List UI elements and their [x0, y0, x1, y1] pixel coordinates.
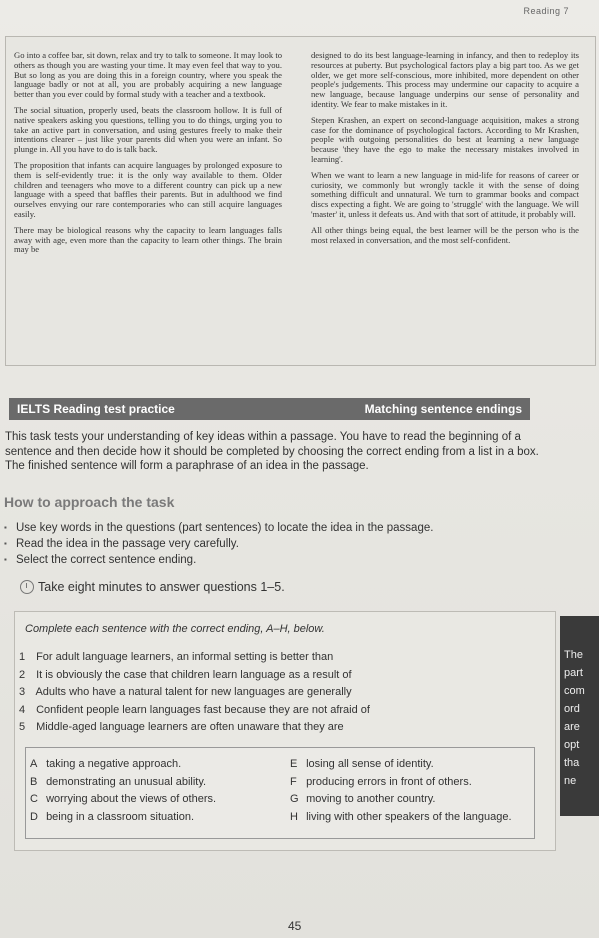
- question-number: 4: [19, 703, 26, 716]
- question-text: It is obviously the case that children learn language as a result of: [36, 668, 352, 681]
- ending-option: [290, 811, 540, 829]
- passage-paragraph: There may be biological reasons why the capacity to learn languages falls away with age, even more than the capacity to learn other things. The brain may be: [14, 224, 282, 255]
- question-number: 1: [19, 651, 26, 663]
- task-intro: This task tests your understanding of key ideas within a passage. You have to read the beginning of a sentence and then decide how it should be completed by choosing the correct ending from a list in a box. The finished sentence will form a paraphrase of an idea in the passage.: [5, 431, 539, 472]
- task-box: [14, 611, 556, 851]
- ending-text: moving to another country.: [306, 793, 436, 805]
- ending-text: demonstrating an unusual ability.: [46, 775, 207, 788]
- howto-step: ▪ Select the correct sentence ending.: [6, 552, 526, 568]
- howto-step: ▪ Use key words in the questions (part sentences) to locate the idea in the passage.: [6, 520, 526, 536]
- page-number: 45: [288, 919, 302, 933]
- ending-text: living with other speakers of the language.: [306, 810, 512, 823]
- ending-letter: E: [290, 758, 298, 770]
- question-number: 3: [19, 686, 26, 699]
- question-number: 5: [19, 721, 26, 734]
- side-strip-word: are: [564, 721, 580, 733]
- clock-icon: [20, 580, 34, 594]
- question-text: Confident people learn languages fast because they are not afraid of: [36, 703, 370, 716]
- ending-text: producing errors in front of others.: [306, 775, 472, 788]
- passage-right-column: [311, 51, 579, 251]
- ending-option: [290, 776, 540, 794]
- question-item: [19, 649, 539, 667]
- section-banner: [9, 398, 530, 420]
- question-item: [19, 702, 539, 720]
- question-number: 2: [19, 668, 26, 681]
- side-strip-word: com: [564, 685, 585, 697]
- ending-option: [30, 758, 290, 776]
- ending-option: [290, 758, 540, 776]
- ending-letter: G: [290, 793, 299, 805]
- side-strip-word: The: [564, 649, 583, 661]
- ending-text: taking a negative approach.: [46, 758, 182, 770]
- passage-paragraph: The social situation, properly used, beats the classroom hollow. It is full of native speakers asking you questions, telling you to do things, urging you to take an active part in conversation, and using gestures freely to make their intentions clearer – just like your parents did when you were an infant. So plunge in. All you have to do is talk back.: [14, 104, 282, 155]
- ending-letter: B: [30, 775, 38, 788]
- question-list: [19, 649, 539, 737]
- ending-text: being in a classroom situation.: [46, 810, 195, 823]
- ending-option: [290, 793, 540, 811]
- adjacent-page-strip: [560, 616, 599, 816]
- running-head: Reading 7: [523, 6, 569, 16]
- question-item: [19, 667, 539, 685]
- ending-letter: A: [30, 758, 38, 770]
- ending-text: losing all sense of identity.: [306, 758, 434, 770]
- banner-task-type: Matching sentence endings: [364, 402, 522, 416]
- passage-paragraph: The proposition that infants can acquire languages by prolonged exposure to them is self-evidently true: it is the only way available to them. Older children and teenagers who move to a different country can pick up a new language with a speed that baffles their parents. But in adulthood we find ourselves envying our rare contemporaries who can still acquire languages easily.: [14, 159, 282, 219]
- question-item: [19, 719, 539, 737]
- howto-step: ▪ Read the idea in the passage very carefully.: [6, 536, 526, 552]
- ending-letter: D: [30, 810, 38, 823]
- ending-option: [30, 793, 290, 811]
- ending-letter: F: [290, 775, 297, 788]
- ending-letter: C: [30, 793, 38, 805]
- side-strip-word: part: [564, 667, 583, 679]
- time-instruction-text: Take eight minutes to answer questions 1–5.: [38, 580, 285, 594]
- question-text: For adult language learners, an informal setting is better than: [36, 651, 334, 663]
- question-text: Middle-aged language learners are often unaware that they are: [36, 721, 344, 734]
- time-instruction: [20, 580, 285, 594]
- howto-heading: How to approach the task: [4, 494, 175, 510]
- side-strip-word: tha: [564, 757, 580, 769]
- passage-paragraph: When we want to learn a new language in mid-life for reasons of career or curiosity, we commonly but wrongly tackle it with the sense of doing something difficult and unnatural. We turn to grammar books and compact discs expecting a fight. We are going to 'struggle' with the language. We will 'master' it, unless it defeats us. And with that sort of attitude, it probably will.: [311, 169, 579, 219]
- passage-paragraph: Stepen Krashen, an expert on second-language acquisition, makes a strong case for the dominance of psychological factors. According to Mr Krashen, people with outgoing personalities do best at learning a new language because 'they have the ego to make the necessary mistakes involved in learning'.: [311, 114, 579, 164]
- passage-paragraph: designed to do its best language-learning in infancy, and then to redeploy its resources at puberty. But psychological factors play a big part too. As we get older, we get more self-conscious, more inhibited, more dependent on other people's judgements. This process may undermine our capacity to acquire a new language, because language underpins our sense of personality and identity. We fear to make mistakes in it.: [311, 50, 579, 109]
- passage-paragraph: All other things being equal, the best learner will be the person who is the most relaxed in conversation, and the most self-confident.: [311, 224, 579, 245]
- side-strip-word: ne: [564, 775, 577, 787]
- ending-text: worrying about the views of others.: [46, 793, 217, 805]
- ending-letter: H: [290, 810, 298, 823]
- passage-left-column: [14, 51, 282, 261]
- ending-option: [30, 776, 290, 794]
- side-strip-word: opt: [564, 739, 580, 751]
- side-strip-word: ord: [564, 703, 580, 715]
- reading-passage: [5, 36, 596, 366]
- passage-paragraph: Go into a coffee bar, sit down, relax and try to talk to someone. It may look to others as though you are wasting your time. It may even feel that way to you. But so long as you are doing this in a foreign country, where you speak the language badly or not at all, you are probably acquiring a new language better than you ever could by formal study with a teacher and a textbook.: [14, 50, 282, 100]
- banner-title: IELTS Reading test practice: [17, 402, 175, 416]
- question-item: [19, 684, 539, 702]
- endings-box: [25, 747, 535, 839]
- question-text: Adults who have a natural talent for new languages are generally: [35, 686, 352, 699]
- howto-steps: [6, 520, 526, 568]
- ending-option: [30, 811, 290, 829]
- task-instruction: Complete each sentence with the correct ending, A–H, below.: [25, 623, 325, 635]
